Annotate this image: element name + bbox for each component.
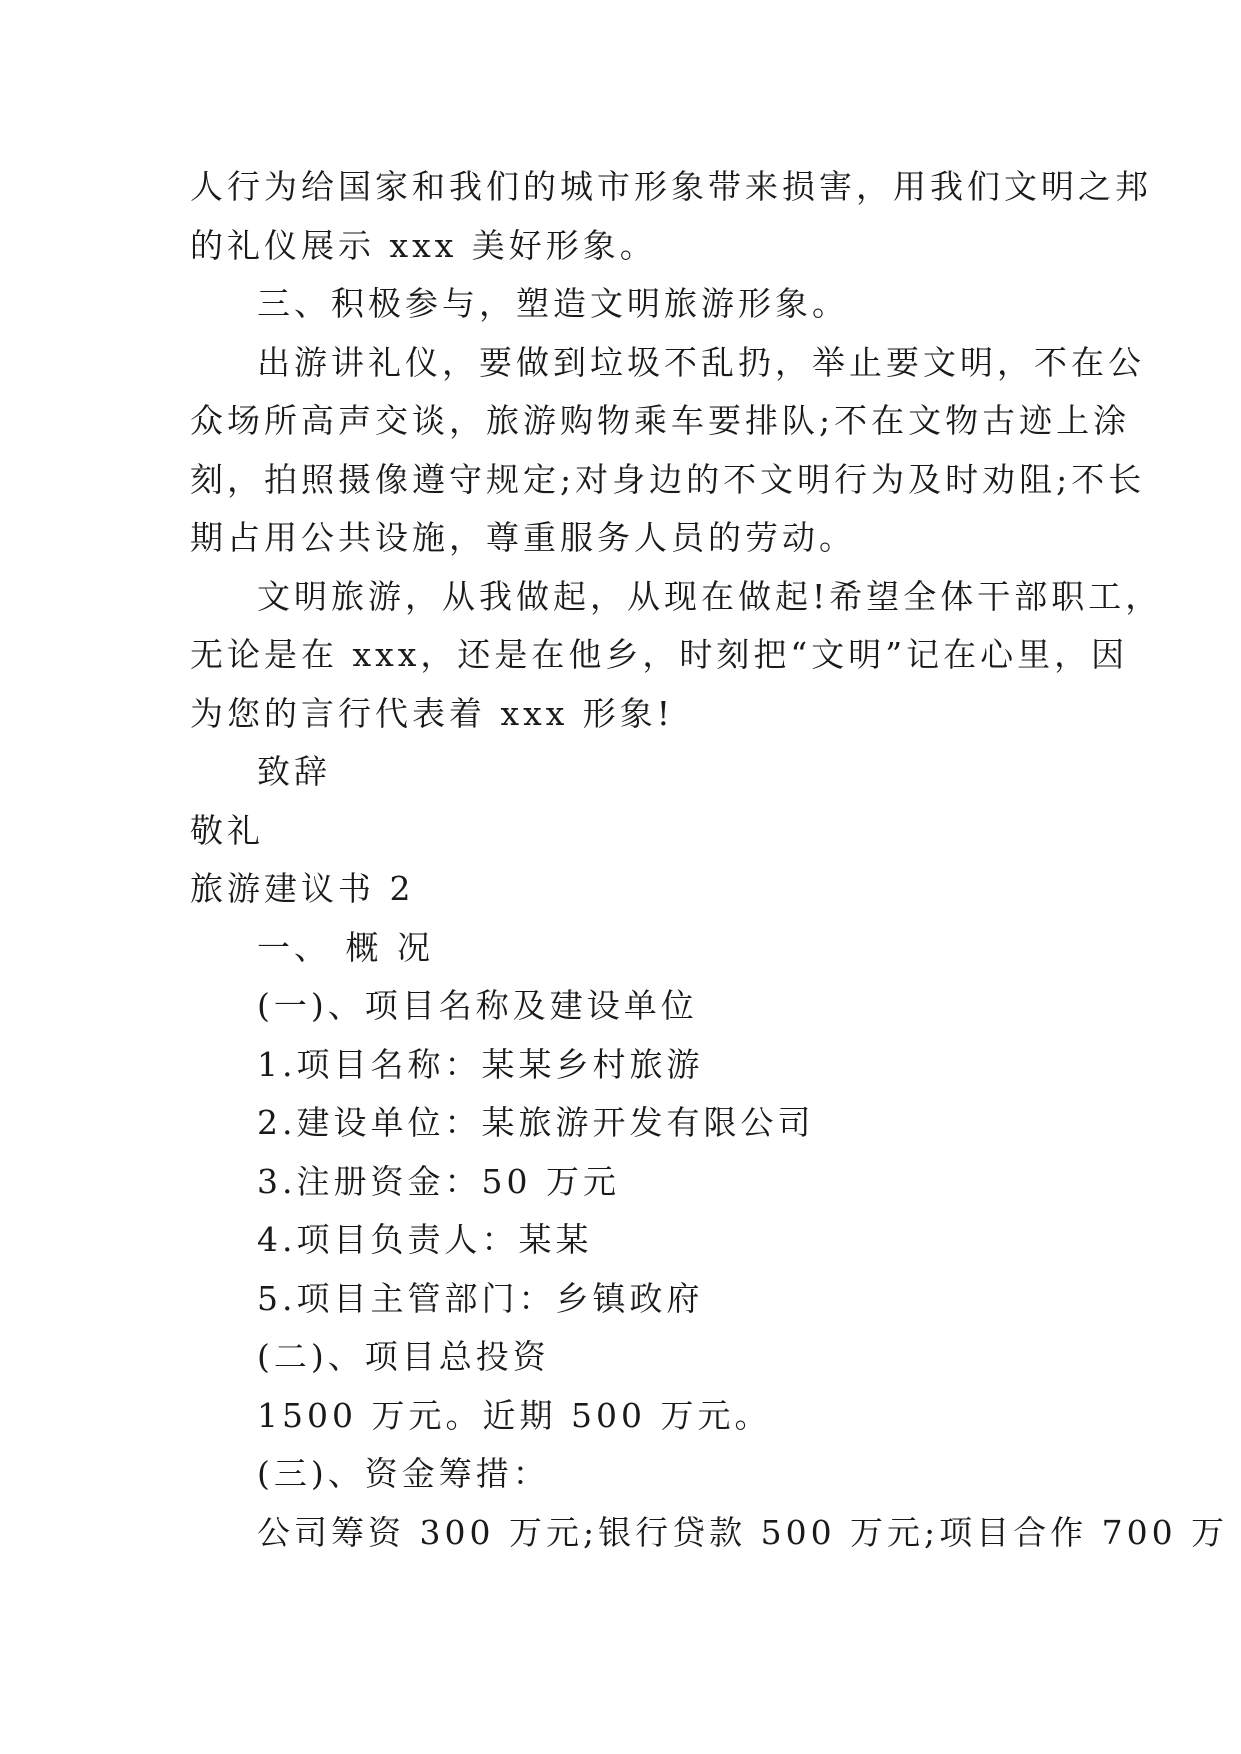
text-line: 文明旅游，从我做起，从现在做起!希望全体干部职工， [257, 576, 1163, 616]
subsection-heading: (三)、资金筹措： [257, 1454, 550, 1493]
text-line: 期占用公共设施，尊重服务人员的劳动。 [190, 518, 856, 557]
text-line: 公司筹资 300 万元;银行贷款 500 万元;项目合作 700 万 [257, 1512, 1229, 1552]
list-item: 3.注册资金：50 万元 [257, 1161, 620, 1201]
text-line: 的礼仪展示 xxx 美好形象。 [190, 225, 657, 265]
text-line: 1500 万元。近期 500 万元。 [257, 1395, 772, 1435]
list-item: 4.项目负责人：某某 [257, 1220, 593, 1259]
text-line: 人行为给国家和我们的城市形象带来损害，用我们文明之邦 [190, 167, 1152, 206]
subsection-heading: (一)、项目名称及建设单位 [257, 986, 698, 1025]
list-item: 2.建设单位：某旅游开发有限公司 [257, 1103, 815, 1142]
document-title: 旅游建议书 2 [190, 869, 415, 908]
subsection-heading: (二)、项目总投资 [257, 1337, 550, 1376]
section-heading: 一、 概 况 [257, 927, 434, 967]
document-body [190, 158, 1229, 1562]
section-heading: 三、积极参与，塑造文明旅游形象。 [257, 284, 849, 323]
text-line: 刻，拍照摄像遵守规定;对身边的不文明行为及时劝阻;不长 [190, 459, 1146, 499]
list-item: 1.项目名称：某某乡村旅游 [257, 1044, 704, 1084]
salutation: 敬礼 [190, 810, 264, 850]
closing-line: 致辞 [257, 752, 331, 791]
text-line: 众场所高声交谈，旅游购物乘车要排队;不在文物古迹上涂 [190, 401, 1131, 440]
list-item: 5.项目主管部门：乡镇政府 [257, 1278, 704, 1318]
text-line: 无论是在 xxx，还是在他乡，时刻把“文明”记在心里，因 [190, 635, 1129, 674]
text-line: 出游讲礼仪，要做到垃圾不乱扔，举止要文明，不在公 [257, 342, 1145, 382]
text-line: 为您的言行代表着 xxx 形象! [190, 693, 675, 733]
